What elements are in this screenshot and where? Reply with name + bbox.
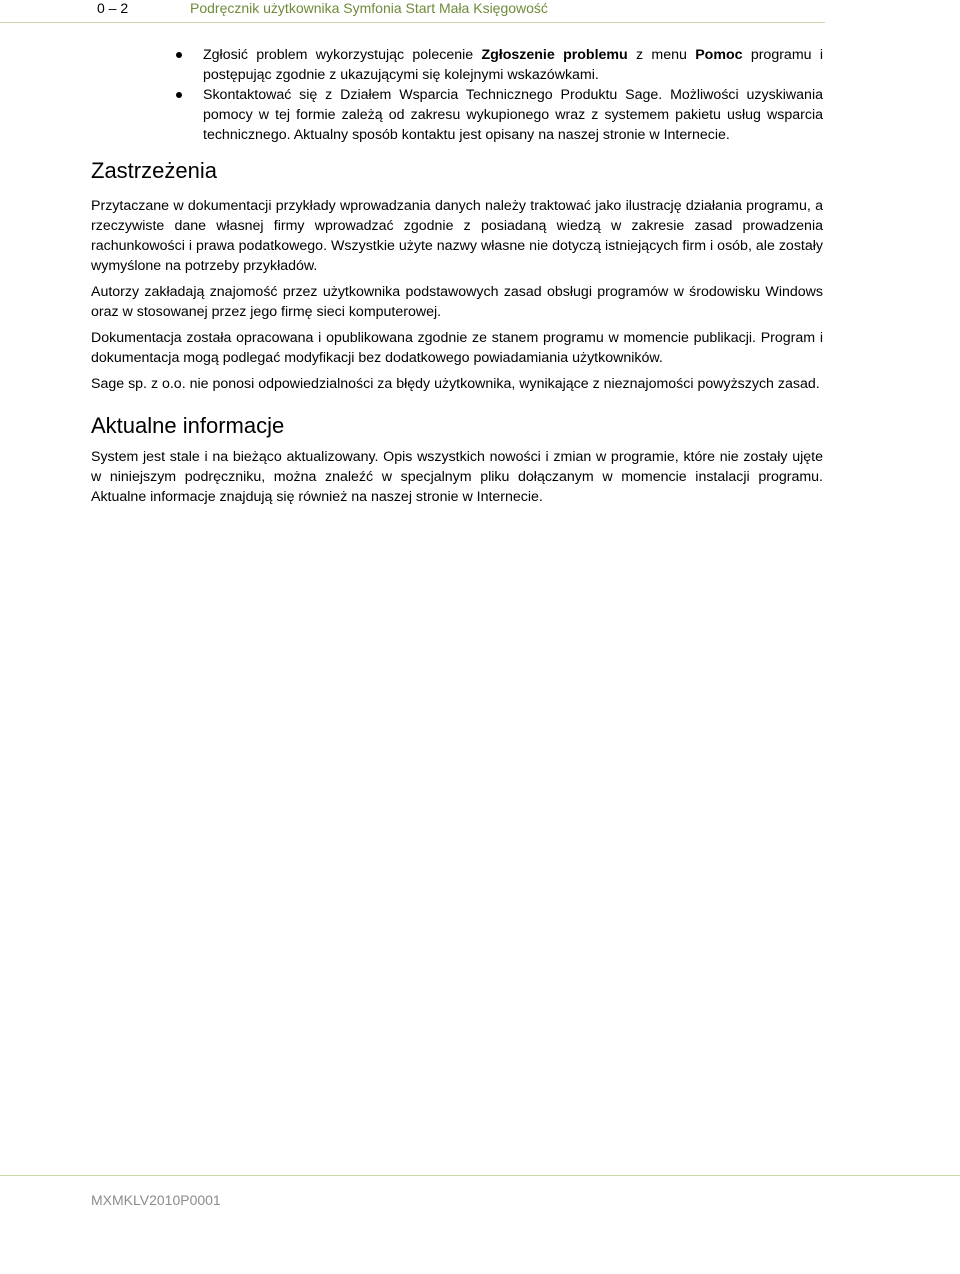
bullet-text: Skontaktować się z Działem Wsparcia Technicznego Produktu Sage. Możliwości uzyskiwania pomocy w tej formie zależą od zakresu wykupionego wraz z systemem pakietu usług wsparcia technicznego. Aktualny sposób kontaktu jest opisany na naszej stronie w Internecie. (203, 87, 823, 143)
bullet-icon (176, 92, 182, 98)
footer-document-code: MXMKLV2010P0001 (91, 1192, 221, 1208)
bullet-item (203, 45, 823, 85)
page-content (91, 45, 823, 513)
document-title: Podręcznik użytkownika Symfonia Start Mała Księgowość (190, 0, 548, 16)
paragraph: Sage sp. z o.o. nie ponosi odpowiedzialności za błędy użytkownika, wynikające z nieznajomości powyższych zasad. (91, 376, 820, 392)
bullet-icon (176, 52, 182, 58)
footer-divider (0, 1175, 960, 1176)
menu-name: Pomoc (695, 47, 743, 63)
section-heading-aktualne-informacje: Aktualne informacje (91, 413, 285, 438)
bullet-text-post: programu i postępując zgodnie z ukazującymi się kolejnymi wskazówkami. (203, 47, 823, 83)
section-heading-zastrzezenia: Zastrzeżenia (91, 158, 217, 183)
bullet-text-pre: Zgłosić problem wykorzystując polecenie (203, 47, 482, 63)
bullet-list (91, 45, 823, 145)
menu-command-name: Zgłoszenie problemu (481, 47, 628, 63)
paragraph: Dokumentacja została opracowana i opublikowana zgodnie ze stanem programu w momencie publikacji. Program i dokumentacja mogą podlegać modyfikacji bez dodatkowego powiadamiania użytkowników. (91, 330, 823, 366)
page-number: 0 – 2 (97, 0, 129, 16)
paragraph: Przytaczane w dokumentacji przykłady wprowadzania danych należy traktować jako ilustrację działania programu, a rzeczywiste dane własnej firmy wprowadzać zgodnie z posiadaną wiedzą w zakresie zasad prowadzenia rachunkowości i prawa podatkowego. Wszystkie użyte nazwy własne nie dotyczą istniejących firm i osób, ale zostały wymyślone na potrzeby przykładów. (91, 198, 823, 274)
bullet-item (203, 85, 823, 145)
bullet-text-mid: z menu (627, 47, 696, 63)
paragraph: Autorzy zakładają znajomość przez użytkownika podstawowych zasad obsługi programów w środowisku Windows oraz w stosowanej przez jego firmę sieci komputerowej. (91, 284, 823, 320)
page-header (0, 0, 825, 23)
paragraph: System jest stale i na bieżąco aktualizowany. Opis wszystkich nowości i zmian w programie, które nie zostały ujęte w niniejszym podręczniku, można znaleźć w specjalnym pliku dołączanym w momencie instalacji programu. Aktualne informacje znajdują się również na naszej stronie w Internecie. (91, 449, 823, 505)
